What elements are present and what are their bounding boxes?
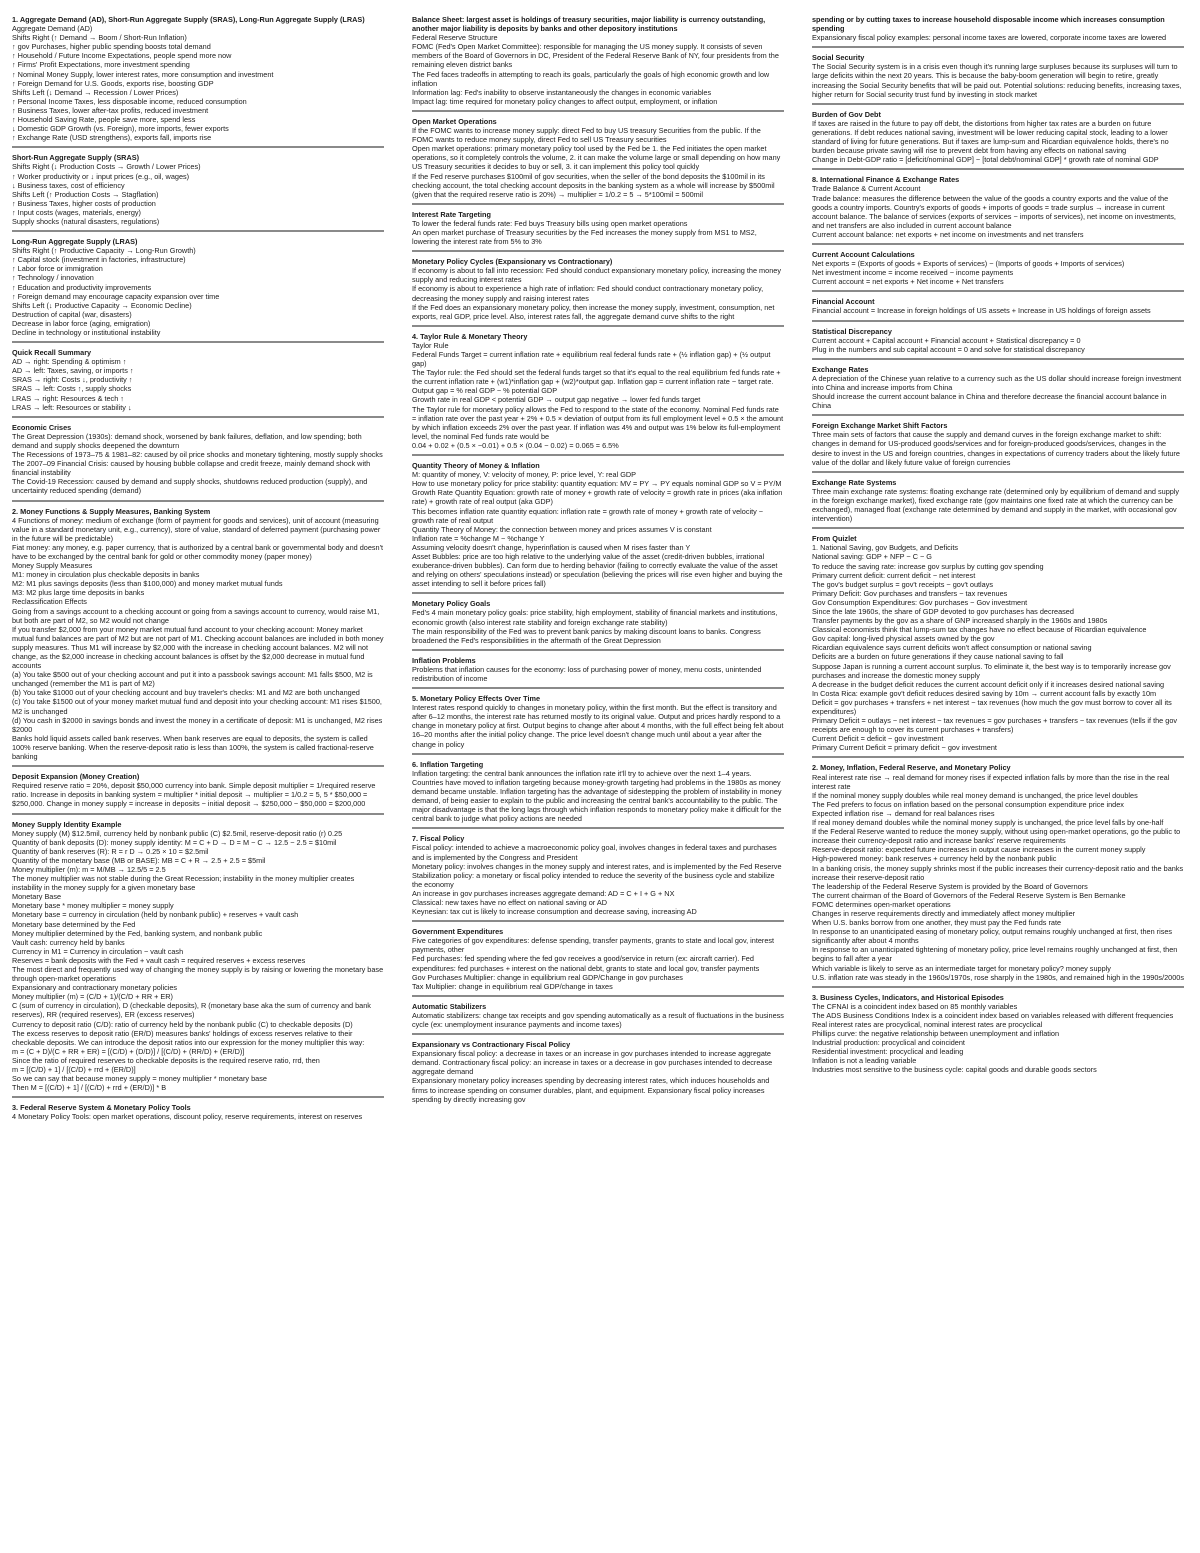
note-line: If real money demand doubles while the nominal money supply is unchanged, the price level falls by one-half bbox=[812, 818, 1164, 828]
note-line: ↑ gov Purchases, higher public spending boosts total demand bbox=[12, 42, 211, 52]
note-section bbox=[812, 365, 1184, 416]
section-heading: 3. Federal Reserve System & Monetary Policy Tools bbox=[12, 1103, 191, 1113]
section-heading: Social Security bbox=[812, 53, 865, 63]
note-line: If taxes are raised in the future to pay off debt, the distortions from higher tax rates are a burden on future generations. If debt reduces national saving, investment will be lower reducing capital stock, leading to a lower standard of living for future generations. But if taxes are lump-sum and Ricardian equivalence holds, there's no burden because private saving will rise to prevent debt from having any effects on national saving bbox=[812, 118, 1169, 156]
note-line: 1. National Saving, gov Budgets, and Deficits bbox=[812, 543, 959, 553]
note-line: Expansionary monetary policy increases spending by decreasing interest rates, which induces households and firms to increase spending on consumer durables, plant, and equipment. Expansionary fiscal policy increases spending by directly increasing gov bbox=[412, 1076, 770, 1104]
section-heading: 4. Taylor Rule & Monetary Theory bbox=[412, 331, 528, 341]
note-line: Currency in M1 = Currency in circulation − vault cash bbox=[12, 946, 184, 956]
note-line: Federal Funds Target = current inflation rate + equilibrium real federal funds rate + (½ inflation gap) + (½ output gap) bbox=[412, 350, 771, 369]
note-line: The main responsibility of the Fed was to prevent bank panics by making discount loans to banks. Congress broadened the Fed's responsibilities in the aftermath of the Great Depression bbox=[412, 626, 761, 645]
note-line: Interest rates respond quickly to changes in monetary policy, within the first month. But the effect is transitory and after 6–12 months, the interest rate has returned mostly to its original value. Output and prices hardly respond to a change in monetary policy at first. Output begins to change after about 4 months, with the full effect being felt about 16–20 months after the initial policy change. The price level doesn't change much until about a year after the change in policy bbox=[412, 703, 784, 749]
note-line: Destruction of capital (war, disasters) bbox=[12, 309, 132, 319]
note-line: The Fed faces tradeoffs in attempting to reach its goals, particularly the goals of high economic growth and low inflation bbox=[412, 69, 770, 88]
note-line: Gov capital: long-lived physical assets owned by the gov bbox=[812, 634, 995, 644]
note-line: Net exports = (Exports of goods + Exports of services) − (Imports of goods + Imports of services) bbox=[812, 259, 1125, 269]
note-line: Primary Deficit: Gov purchases and transfers − tax revenues bbox=[812, 588, 1008, 598]
section-heading: Automatic Stabilizers bbox=[412, 1001, 487, 1011]
note-section bbox=[12, 348, 384, 418]
note-line: LRAS → left: Resources or stability ↓ bbox=[12, 402, 132, 412]
note-line: Industries most sensitive to the business cycle: capital goods and durable goods sectors bbox=[812, 1065, 1097, 1075]
note-line: The excess reserves to deposit ratio (ER/D) measures banks' holdings of excess reserves relative to their checkable deposits. We can introduce the deposit ratios into our expression for the money multiplier this way: bbox=[12, 1028, 365, 1047]
note-line: Classical economists think that lump-sum tax changes have no effect because of Ricardian equivalence bbox=[812, 625, 1147, 635]
note-line: (c) You take $1500 out of your money market mutual fund and deposit into your checking account: M1 rises $1500, M2 is unchanged bbox=[12, 697, 382, 716]
section-heading: Quantity Theory of Money & Inflation bbox=[412, 461, 540, 471]
section-heading: 3. Business Cycles, Indicators, and Historical Episodes bbox=[812, 992, 1004, 1002]
note-line: m = (C + D)/(C + RR + ER) = [(C/D) + (D/D)] / [(C/D) + (RR/D) + (ER/D)] bbox=[12, 1046, 245, 1056]
section-heading: 8. International Finance & Exchange Rates bbox=[812, 175, 960, 185]
note-line: Current Deficit = deficit − gov investment bbox=[812, 734, 944, 744]
note-section bbox=[412, 834, 784, 922]
note-line: Expansionary fiscal policy examples: personal income taxes are lowered, corporate income taxes are lowered bbox=[812, 33, 1167, 43]
note-line: Quantity of bank reserves (R): R = r D → 0.25 × 10 = $2.5mil bbox=[12, 846, 209, 856]
note-line: Shifts Left (↑ Production Costs → Stagflation) bbox=[12, 189, 159, 199]
note-line: Asset Bubbles: price are too high relative to the underlying value of the asset (credit-driven bubbles, irrational exuberance-driven bubbles). Can form due to herding behavior (failing to correctly evaluate the value of the asset and relying on others' speculations instead) or speculation (believing the prices will rise even higher and buying the asset intending to sell it before prices fall) bbox=[412, 551, 783, 589]
note-line: The Taylor rule: the Fed should set the federal funds target so that it's equal to the real equilibrium fed funds rate + the current inflation rate + (w1)*inflation gap + (w2)*output gap. Inflation gap = current inflation rate − target rate. Output gap = % real GDP − % potential GDP bbox=[412, 368, 781, 396]
note-section bbox=[412, 656, 784, 689]
note-line: Primary Deficit = outlays − net interest − tax revenues = gov purchases + transfers − tax revenues (tells if the gov receipts are enough to cover its current purchases + transfers) bbox=[812, 716, 1178, 735]
note-line: Money multiplier (m): m = M/MB → 12.5/5 = 2.5 bbox=[12, 864, 166, 874]
section-heading: Balance Sheet: largest asset is holdings of treasury securities, major liability is currency outstanding, another major liability is deposits by banks and other depository institutions bbox=[412, 15, 766, 34]
note-line: So we can say that because money supply = money multiplier * monetary base bbox=[12, 1074, 267, 1084]
note-line: Current account + Capital account + Financial account + Statistical discrepancy = 0 bbox=[812, 335, 1081, 345]
section-heading: 6. Inflation Targeting bbox=[412, 759, 484, 769]
note-section bbox=[812, 327, 1184, 360]
note-line: ↓ Domestic GDP Growth (vs. Foreign), more imports, fewer exports bbox=[12, 124, 229, 134]
note-line: Expected inflation rise → demand for real balances rises bbox=[812, 808, 995, 818]
note-line: Transfer payments by the gov as a share of GNP increased sharply in the 1960s and 1980s bbox=[812, 616, 1108, 626]
section-heading: spending or by cutting taxes to increase household disposable income which increases consumption spending bbox=[812, 15, 1165, 34]
note-line: If the FOMC wants to increase money supply: direct Fed to buy US treasury Securities from the public. If the FOMC wants to reduce money supply, direct Fed to sell US Treasury securities bbox=[412, 126, 761, 145]
note-section bbox=[812, 175, 1184, 245]
note-line: Deficit = gov purchases + transfers + net interest − tax revenues (how much the gov must borrow to cover all its expenditures) bbox=[812, 697, 1172, 716]
note-section bbox=[412, 332, 784, 456]
note-section bbox=[412, 599, 784, 650]
note-line: Financial account = Increase in foreign holdings of US assets + Increase in US holdings of foreign assets bbox=[812, 306, 1151, 316]
note-line: Shifts Right (↑ Productive Capacity → Long-Run Growth) bbox=[12, 246, 196, 256]
note-line: Fed's 4 main monetary policy goals: price stability, high employment, stability of financial markets and institutions, economic growth (also interest rate stability and foreign exchange rate stability) bbox=[412, 608, 778, 627]
note-line: ↑ Business Taxes, lower after-tax profits, reduced investment bbox=[12, 105, 209, 115]
note-line: The Covid-19 Recession: caused by demand and supply shocks, shutdowns reduced production (supply), and uncertainty reduced spending (demand) bbox=[12, 477, 368, 496]
note-line: Current account balance: net exports + net income on investments and net transfers bbox=[812, 229, 1084, 239]
note-line: An increase in gov purchases increases aggregate demand: AD = C + I + G + NX bbox=[412, 888, 675, 898]
section-heading: Interest Rate Targeting bbox=[412, 209, 491, 219]
note-section bbox=[812, 534, 1184, 758]
note-line: Three main sets of factors that cause the supply and demand curves in the foreign exchange market to shift: changes in demand for US-produced goods/services and for foreign-produced goods/services, changes in the desire to invest in the US and foreign countries, changes in expectations of currency traders about the likely future value of the dollar and likely future value of foreign currencies bbox=[812, 430, 1180, 467]
note-line: Supply shocks (natural disasters, regulations) bbox=[12, 216, 160, 226]
note-section bbox=[812, 53, 1184, 104]
note-line: To reduce the saving rate: increase gov surplus by cutting gov spending bbox=[812, 561, 1044, 571]
note-line: Stabilization policy: a monetary or fiscal policy intended to reduce the severity of the business cycle and stabilize the economy bbox=[412, 870, 775, 889]
note-line: In a banking crisis, the money supply shrinks most if the public increases their currency-deposit ratio and the banks increase their reserve-deposit ratio bbox=[812, 863, 1184, 882]
note-line: Inflation is not a leading variable bbox=[812, 1056, 917, 1066]
note-line: 4 Monetary Policy Tools: open market operations, discount policy, reserve requirements, interest on reserves bbox=[12, 1112, 363, 1122]
section-heading: Statistical Discrepancy bbox=[812, 326, 892, 336]
note-line: Inflation rate = %change M − %change Y bbox=[412, 533, 545, 543]
section-heading: Economic Crises bbox=[12, 422, 72, 432]
note-line: Growth rate in real GDP < potential GDP → output gap negative → lower fed funds target bbox=[412, 395, 701, 405]
note-line: Aggregate Demand (AD) bbox=[12, 24, 93, 34]
note-line: ↑ Household Saving Rate, people save more, spend less bbox=[12, 115, 196, 125]
note-line: Suppose Japan is running a current account surplus. To eliminate it, the best way is to temporarily increase gov purchases and increase the domestic money supply bbox=[812, 661, 1171, 680]
note-line: To lower the federal funds rate: Fed buys Treasury bills using open market operations bbox=[412, 218, 688, 228]
note-line: The gov's budget surplus = gov't receipts − gov't outlays bbox=[812, 579, 994, 589]
note-line: The Fed prefers to focus on inflation based on the personal consumption expenditure price index bbox=[812, 799, 1124, 809]
note-line: Keynesian: tax cut is likely to increase consumption and decrease saving, increasing AD bbox=[412, 907, 697, 917]
section-heading: 5. Monetary Policy Effects Over Time bbox=[412, 694, 541, 704]
note-line: The CFNAI is a coincident index based on 85 monthly variables bbox=[812, 1001, 1018, 1011]
note-line: Open market operations: primary monetary policy tool used by the Fed be 1. the Fed initiates the open market operations, so it completely controls the volume, 2. it can make the volume large or small depending on how many US Treasury securities it decides to buy or sell, 3. it can implement this policy tool quickly bbox=[412, 144, 781, 172]
note-line: If economy is about to experience a high rate of inflation: Fed should conduct contractionary monetary policy, decreasing the money supply and raising interest rates bbox=[412, 284, 764, 303]
note-line: Monetary base = currency in circulation (held by nonbank public) + reserves + vault cash bbox=[12, 910, 299, 920]
note-line: Fiscal policy: intended to achieve a macroeconomic policy goal, involves changes in federal taxes and purchases and is implemented by the Congress and President bbox=[412, 843, 777, 862]
note-section bbox=[812, 15, 1184, 48]
note-line: National saving: GDP + NFP − C − G bbox=[812, 552, 932, 562]
note-line: ↑ Input costs (wages, materials, energy) bbox=[12, 207, 141, 217]
section-heading: From Quizlet bbox=[812, 534, 857, 544]
section-heading: Deposit Expansion (Money Creation) bbox=[12, 772, 140, 782]
note-line: Money multiplier (m) = (C/D + 1)/(C/D + RR + ER) bbox=[12, 992, 173, 1002]
note-line: Real interest rates are procyclical, nominal interest rates are procyclical bbox=[812, 1020, 1043, 1029]
note-section bbox=[12, 153, 384, 232]
note-section bbox=[812, 421, 1184, 472]
note-line: ↑ Household / Future Income Expectations, people spend more now bbox=[12, 51, 232, 61]
note-line: Monetary policy: involves changes in the money supply and interest rates, and is implemented by the Fed Reserve bbox=[412, 861, 782, 871]
note-line: The current chairman of the Board of Governors of the Federal Reserve System is Ben Bernanke bbox=[812, 890, 1126, 900]
note-line: Plug in the numbers and sub capital account = 0 and solve for statistical discrepancy bbox=[812, 344, 1085, 354]
note-line: Five categories of gov expenditures: defense spending, transfer payments, grants to state and local gov, interest payments, other bbox=[412, 936, 775, 955]
note-line: Since the ratio of required reserves to checkable deposits is the required reserve ratio, rrd, then bbox=[12, 1055, 320, 1065]
note-section bbox=[12, 423, 384, 502]
note-line: The 2007–09 Financial Crisis: caused by housing bubble collapse and credit freeze, mainly demand shock with financial instability bbox=[12, 459, 371, 478]
note-section bbox=[412, 15, 784, 112]
note-line: ↑ Nominal Money Supply, lower interest rates, more consumption and investment bbox=[12, 69, 274, 79]
note-line: FOMC determines open-market operations bbox=[812, 899, 951, 909]
note-line: ↑ Education and productivity improvements bbox=[12, 282, 152, 292]
note-line: Primary current deficit: current deficit − net interest bbox=[812, 570, 976, 580]
note-line: Going from a savings account to a checking account or going from a savings account to currency, would raise M1, but both are part of M2, so M2 would not change bbox=[12, 606, 380, 625]
note-line: ↑ Labor force or immigration bbox=[12, 264, 103, 274]
note-line: Money multiplier determined by the Fed, banking system, and nonbank public bbox=[12, 928, 263, 938]
note-line: Expansionary and contractionary monetary policies bbox=[12, 983, 178, 993]
note-section bbox=[812, 297, 1184, 321]
note-line: FOMC (Fed's Open Market Committee): responsible for managing the US money supply. It consists of seven members of the Board of Governors in DC, President of the Federal Reserve Bank of NY, four presidents from the remaining eleven district banks bbox=[412, 42, 779, 70]
section-heading: 2. Money, Inflation, Federal Reserve, and Monetary Policy bbox=[812, 763, 1011, 773]
note-line: Real interest rate rise → real demand for money rises if expected inflation falls by more than the rise in the real interest rate bbox=[812, 772, 1170, 791]
note-line: ↑ Foreign demand may encourage capacity expansion over time bbox=[12, 291, 220, 301]
note-line: ↑ Foreign Demand for U.S. Goods, exports rise, boosting GDP bbox=[12, 78, 214, 88]
note-line: M3: M2 plus large time deposits in banks bbox=[12, 588, 145, 598]
note-line: SRAS → left: Costs ↑, supply shocks bbox=[12, 384, 132, 394]
note-line: Change in Debt-GDP ratio = [deficit/nominal GDP] − [total debt/nominal GDP] * growth rate of nominal GDP bbox=[812, 155, 1159, 165]
note-line: The Taylor rule for monetary policy allows the Fed to respond to the state of the economy. Nominal Fed funds rate = inflation rate over the past year + 2% + 0.5 × deviation of output from its full employment level + 0.5 × the amount by which inflation exceeds 2% over the past year. If inflation was 4% and output was 1% below its full-employment level, the nominal Fed funds rate would be bbox=[412, 404, 784, 441]
note-line: Quantity of bank deposits (D): money supply identity: M = C + D → D = M − C → 12.5 − 2.5 = $10mil bbox=[12, 837, 337, 847]
note-line: Reserve-deposit ratio: expected future increases in output cause increases in the current money supply bbox=[812, 845, 1146, 855]
note-line: An open market purchase of Treasury securities by the Fed increases the money supply from MS1 to MS2, lowering the interest rate from 5% to 3% bbox=[412, 227, 757, 247]
note-section bbox=[412, 1002, 784, 1035]
note-line: Decrease in labor force (aging, emigration) bbox=[12, 318, 151, 328]
note-line: Expansionary fiscal policy: a decrease in taxes or an increase in gov purchases intended to increase aggregate demand. Contractionary fiscal policy: an increase in taxes or a decrease in gov purchases intended to decrease aggregate demand bbox=[412, 1049, 773, 1077]
note-section bbox=[812, 993, 1184, 1079]
column-2 bbox=[412, 15, 784, 1545]
note-line: Currency to deposit ratio (C/D): ratio of currency held by the nonbank public (C) to checkable deposits (D) bbox=[12, 1019, 353, 1029]
note-line: Shifts Right (↓ Production Costs → Growth / Lower Prices) bbox=[12, 162, 201, 172]
note-line: Federal Reserve Structure bbox=[412, 33, 498, 43]
note-line: Money supply (M) $12.5mil, currency held by nonbank public (C) $2.5mil, reserve-deposit ratio (r) 0.25 bbox=[12, 828, 343, 838]
note-line: If the Fed does an expansionary monetary policy, then increase the money supply, investment, consumption, net exports, real GDP, price level. Also, interest rates fall, the aggregate demand curve shifts to the right bbox=[412, 302, 775, 321]
note-line: Required reserve ratio = 20%, deposit $50,000 currency into bank. Simple deposit multiplier = 1/required reserve ratio. Increase in deposits in banking system = multiplier * initial deposit → multiplier = 1/0.2 = 5, 5 * $50,000 = $250,000. Change in money supply = increase in deposits − initial deposit → $250,000 − $50,000 = $200,000 bbox=[12, 781, 376, 809]
note-line: The Social Security system is in a crisis even though it's running large surpluses because its surpluses will turn to large deficits within the next 20 years. This is because the baby-boom generation will begin to retire, greatly increasing the Social Security benefits that will be paid out. Potential solutions: reducing benefits, increasing taxes, higher return for Social security trust fund by investing in stock market bbox=[812, 62, 1182, 99]
note-section bbox=[412, 210, 784, 252]
note-section bbox=[412, 927, 784, 997]
note-line: Three main exchange rate systems: floating exchange rate (determined only by equilibrium of demand and supply in the foreign exchange market), fixed exchange rate (gov maintains one fixed rate at which the currency can be exchanged), managed float (exchange rate determined by demand and supply in the market, with occasional gov intervention) bbox=[812, 486, 1180, 524]
section-heading: Monetary Policy Cycles (Expansionary vs Contractionary) bbox=[412, 257, 613, 267]
note-line: The money multiplier was not stable during the Great Recession; instability in the money multiplier creates instability in the money supply for a given monetary base bbox=[12, 874, 355, 893]
note-line: Should increase the current account balance in China and therefore decrease the financial account balance in China bbox=[812, 392, 1167, 411]
note-line: In response to an unanticipated easing of monetary policy, output remains roughly unchanged at first, then rises significantly after about 4 months bbox=[812, 927, 1173, 946]
section-heading: Burden of Gov Debt bbox=[812, 109, 881, 119]
note-line: Fiat money: any money, e.g. paper currency, that is authorized by a central bank or governmental body and doesn't have to be exchanged by the central bank for gold or other commodity money (paper money) bbox=[12, 542, 384, 561]
note-line: If the Federal Reserve wanted to reduce the money supply, without using open-market operations, go the public to increase their currency-deposit ratio and increase banks' reserve requirements bbox=[812, 827, 1181, 846]
note-line: Monetary base determined by the Fed bbox=[12, 919, 136, 929]
section-heading: 7. Fiscal Policy bbox=[412, 834, 465, 844]
note-line: Industrial production: procyclical and coincident bbox=[812, 1038, 965, 1048]
note-line: 0.04 + 0.02 + (0.5 × −0.01) + 0.5 × (0.04 − 0.02) = 0.065 = 6.5% bbox=[412, 440, 619, 450]
note-line: A decrease in the budget deficit reduces the current account deficit only if it increases desired national saving bbox=[812, 679, 1165, 689]
note-line: M: quantity of money, V: velocity of money, P: price level, Y: real GDP bbox=[412, 470, 637, 480]
section-heading: Current Account Calculations bbox=[812, 249, 915, 259]
section-heading: Inflation Problems bbox=[412, 655, 476, 665]
note-line: ↑ Business Taxes, higher costs of production bbox=[12, 198, 156, 208]
note-line: (a) You take $500 out of your checking account and put it into a passbook savings account: M1 falls $500, M2 is unchanged (remember the M1 is part of M2) bbox=[12, 670, 373, 689]
note-line: Taylor Rule bbox=[412, 340, 449, 350]
note-line: Net investment income = income received − income payments bbox=[812, 268, 1014, 278]
note-line: Shifts Right (↑ Demand → Boom / Short-Run Inflation) bbox=[12, 33, 187, 43]
note-line: M2: M1 plus savings deposits (less than $100,000) and money market mutual funds bbox=[12, 579, 283, 589]
note-line: Trade balance: measures the difference between the value of the goods a country exports and the value of the goods a country imports. Country's exports of goods + imports of goods = trade surplus → increase in current account balance. The balance of services (exports of services − imports of services), net income on investments, and net transfers are also included in current account balance bbox=[812, 193, 1176, 230]
section-heading: Open Market Operations bbox=[412, 116, 497, 126]
note-line: If you transfer $2,000 from your money market mutual fund account to your checking account: Money market mutual fund balances are part of M2 but are not part of M1. Checking account balances are included in both money supply measures. Thus M1 will increase by $2,000 with the increase in checking account balances. M2 will not change, as the $2,000 increase in checking account balances is offset by the $2,000 decrease in mutual fund accounts bbox=[12, 624, 384, 671]
section-heading: 1. Aggregate Demand (AD), Short-Run Aggregate Supply (SRAS), Long-Run Aggregate Supply (LRAS) bbox=[12, 15, 365, 24]
section-heading: Expansionary vs Contractionary Fiscal Policy bbox=[412, 1040, 571, 1050]
note-line: A depreciation of the Chinese yuan relative to a currency such as the US dollar should increase foreign investment into China and increase imports from China bbox=[812, 373, 1182, 392]
note-line: In response to an unanticipated tightening of monetary policy, price level remains roughly unchanged at first, then begins to fall after a year bbox=[812, 945, 1178, 964]
note-section bbox=[812, 478, 1184, 529]
note-section bbox=[12, 820, 384, 1099]
note-line: Gov Consumption Expenditures: Gov purchases − Gov investment bbox=[812, 597, 1028, 607]
note-line: Then M = [(C/D) + 1] / [(C/D) + rrd + (ER/D)] * B bbox=[12, 1083, 167, 1093]
note-line: High-powered money: bank reserves + currency held by the nonbank public bbox=[812, 854, 1057, 864]
note-line: Trade Balance & Current Account bbox=[812, 184, 921, 194]
note-line: Gov Purchases Multiplier: change in equilibrium real GDP/Change in gov purchases bbox=[412, 972, 683, 982]
note-line: Fed purchases: fed spending where the fed gov receives a good/service in return (ex: aircraft carrier). Fed expenditures: fed purchases + interest on the national debt, grants to state and local gov, transfer payments bbox=[412, 954, 760, 973]
note-section bbox=[412, 760, 784, 830]
note-line: If the Fed reserve purchases $100mil of gov securities, when the seller of the bond deposits the $100mil in its checking account, the total checking account deposits in the banking system as a whole will increase by $500mil (given that the required reserve ratio is 20%) → multiplier = 1/0.2 = 5 → 5*100mil = 500mil bbox=[412, 171, 775, 199]
note-section bbox=[412, 257, 784, 327]
note-line: Reclassification Effects bbox=[12, 597, 87, 607]
note-line: Impact lag: time required for monetary policy changes to affect output, employment, or inflation bbox=[412, 96, 718, 106]
note-line: Monetary base * money multiplier = money supply bbox=[12, 901, 174, 911]
note-line: ↑ Personal Income Taxes, less disposable income, reduced consumption bbox=[12, 96, 247, 106]
note-line: The ADS Business Conditions Index is a coincident index based on variables released with different frequencies bbox=[812, 1010, 1174, 1020]
note-section bbox=[12, 1103, 384, 1125]
note-section bbox=[412, 694, 784, 755]
column-3 bbox=[812, 15, 1184, 1545]
note-line: The most direct and frequently used way of changing the money supply is by raising or lowering the monetary base through open-market operations bbox=[12, 965, 384, 984]
section-heading: 2. Money Functions & Supply Measures, Banking System bbox=[12, 506, 211, 516]
note-line: U.S. inflation rate was steady in the 1960s/1970s, rose sharply in the 1980s, and remained high in the 1990s/2000s bbox=[812, 972, 1184, 982]
note-line: Residential investment: procyclical and leading bbox=[812, 1047, 964, 1057]
note-line: ↑ Worker productivity or ↓ input prices (e.g., oil, wages) bbox=[12, 171, 190, 181]
note-line: Assuming velocity doesn't change, hyperinflation is caused when M rises faster than Y bbox=[412, 542, 691, 552]
note-line: Changes in reserve requirements directly and immediately affect money multiplier bbox=[812, 908, 1076, 918]
note-line: AD → left: Taxes, saving, or imports ↑ bbox=[12, 366, 134, 376]
note-line: Deficits are a burden on future generations if they cause national saving to fall bbox=[812, 652, 1064, 662]
note-line: Tax Multiplier: change in equilibrium real GDP/change in taxes bbox=[412, 981, 613, 991]
section-heading: Exchange Rate Systems bbox=[812, 477, 897, 487]
note-line: ↑ Technology / innovation bbox=[12, 273, 94, 283]
note-section bbox=[812, 763, 1184, 987]
note-line: Money Supply Measures bbox=[12, 561, 93, 571]
section-heading: Exchange Rates bbox=[812, 364, 869, 374]
note-line: m = [(C/D) + 1] / [(C/D) + rrd + (ER/D)] bbox=[12, 1065, 136, 1075]
note-line: Vault cash: currency held by banks bbox=[12, 937, 125, 947]
section-heading: Financial Account bbox=[812, 297, 875, 307]
note-line: Information lag: Fed's inability to observe instantaneously the changes in economic variables bbox=[412, 87, 712, 97]
note-line: AD → right: Spending & optimism ↑ bbox=[12, 357, 127, 367]
note-line: Shifts Left (↓ Demand → Recession / Lower Prices) bbox=[12, 87, 179, 97]
column-1 bbox=[12, 15, 384, 1545]
note-line: Inflation targeting: the central bank announces the inflation rate it'll try to achieve over the next 1–4 years. Countries have moved to inflation targeting because money-growth targeting had problems in the 1980s as money demand became unstable. Inflation targeting has the advantage of sidestepping the problem of instability in money demand, of being easier to explain to the public and increasing the central bank's accountability to the public. The major disadvantage is that the long lags through which inflation responds to monetary policy make it difficult for the central bank to judge what policy actions are needed bbox=[412, 768, 782, 824]
note-line: The Great Depression (1930s): demand shock, worsened by bank failures, deflation, and low spending; both demand and supply shocks deepened the downturn bbox=[12, 431, 362, 450]
note-line: SRAS → right: Costs ↓, productivity ↑ bbox=[12, 375, 133, 385]
note-section bbox=[12, 507, 384, 768]
note-line: Which variable is likely to serve as an intermediate target for monetary policy? money supply bbox=[812, 963, 1111, 973]
note-line: ↑ Firms' Profit Expectations, more investment spending bbox=[12, 60, 190, 70]
note-line: Monetary Base bbox=[12, 892, 62, 902]
note-line: This becomes inflation rate quantity equation: inflation rate = growth rate of money + growth rate of velocity − growth rate of real output bbox=[412, 506, 764, 525]
note-line: If the nominal money supply doubles while real money demand is unchanged, the price level doubles bbox=[812, 790, 1138, 800]
section-heading: Quick Recall Summary bbox=[12, 348, 92, 358]
note-line: ↑ Exchange Rate (USD strengthens), exports fall, imports rise bbox=[12, 133, 212, 143]
note-line: Classical: new taxes have no effect on national saving or AD bbox=[412, 897, 607, 907]
note-section bbox=[412, 117, 784, 205]
note-section bbox=[12, 237, 384, 343]
note-section bbox=[812, 110, 1184, 171]
note-line: Quantity Theory of Money: the connection between money and prices assumes V is constant bbox=[412, 524, 712, 534]
note-line: M1: money in circulation plus checkable deposits in banks bbox=[12, 570, 200, 580]
section-heading: Foreign Exchange Market Shift Factors bbox=[812, 421, 948, 431]
note-line: Primary Current Deficit = primary deficit − gov investment bbox=[812, 743, 997, 753]
section-heading: Government Expenditures bbox=[412, 927, 504, 937]
note-line: Current account = net exports + Net income + Net transfers bbox=[812, 277, 1004, 287]
note-line: (b) You take $1000 out of your checking account and buy traveler's checks: M1 and M2 are both unchanged bbox=[12, 688, 360, 698]
section-heading: Monetary Policy Goals bbox=[412, 599, 491, 609]
section-heading: Long-Run Aggregate Supply (LRAS) bbox=[12, 237, 138, 247]
note-section bbox=[412, 1040, 784, 1108]
section-heading: Money Supply Identity Example bbox=[12, 819, 122, 829]
note-line: How to use monetary policy for price stability: quantity equation: MV = PY → PY equals nominal GDP so V = PY/M bbox=[412, 479, 782, 489]
note-line: The Recessions of 1973–75 & 1981–82: caused by oil price shocks and monetary tightening, mostly supply shocks bbox=[12, 450, 383, 460]
note-line: Shifts Left (↓ Productive Capacity → Economic Decline) bbox=[12, 300, 192, 310]
note-section bbox=[12, 772, 384, 814]
note-line: Growth Rate Quantity Equation: growth rate of money + growth rate of velocity = growth rate in prices (aka inflation rate) + growth rate of real output (aka GDP) bbox=[412, 488, 783, 507]
note-line: C (sum of currency in circulation), D (checkable deposits), R (monetary base aka the sum of currency and bank reserves), RR (required reserves), ER (excess reserves) bbox=[12, 1001, 371, 1020]
note-line: Decline in technology or institutional instability bbox=[12, 328, 161, 337]
note-line: 4 Functions of money: medium of exchange (form of payment for goods and services), unit of account (measuring value in a standard monetary unit, e.g., currency), store of value, standard of deferred payment (purchasing power in the future will be predictable) bbox=[12, 515, 381, 543]
note-line: Since the late 1960s, the share of GDP devoted to gov purchases has decreased bbox=[812, 606, 1074, 616]
note-line: The leadership of the Federal Reserve System is provided by the Board of Governors bbox=[812, 881, 1088, 891]
note-line: Ricardian equivalence says current deficits won't affect consumption or national saving bbox=[812, 643, 1092, 653]
note-line: When U.S. banks borrow from one another, they must pay the Fed funds rate bbox=[812, 918, 1062, 928]
note-line: Problems that inflation causes for the economy: loss of purchasing power of money, menu costs, unintended redistribution of income bbox=[412, 664, 762, 683]
note-section bbox=[812, 250, 1184, 292]
note-line: ↓ Business taxes, cost of efficiency bbox=[12, 180, 125, 190]
note-line: Phillips curve: the negative relationship between unemployment and inflation bbox=[812, 1029, 1060, 1039]
note-line: ↑ Capital stock (investment in factories, infrastructure) bbox=[12, 255, 186, 265]
note-line: Automatic stabilizers: change tax receipts and gov spending automatically as a result of fluctuations in the business cycle (ex: unemployment insurance payments and income taxes) bbox=[412, 1010, 784, 1029]
note-line: If economy is about to fall into recession: Fed should conduct expansionary monetary policy, increasing the money supply and reducing interest rates bbox=[412, 266, 781, 285]
note-line: In Costa Rica: example gov't deficit reduces desired saving by 10m → current account falls by exactly 10m bbox=[812, 688, 1157, 698]
section-heading: Short-Run Aggregate Supply (SRAS) bbox=[12, 153, 140, 163]
note-section bbox=[412, 461, 784, 594]
note-section bbox=[12, 15, 384, 148]
note-line: Quantity of the monetary base (MB or BASE): MB = C + R → 2.5 + 2.5 = $5mil bbox=[12, 855, 266, 865]
note-line: LRAS → right: Resources & tech ↑ bbox=[12, 393, 124, 403]
note-line: Banks hold liquid assets called bank reserves. When bank reserves are equal to deposits, the system is called 100% reserve banking. When the reserve-deposit ratio is less than 100%, the system is called fractional-reserve banking bbox=[12, 733, 374, 762]
note-line: (d) You cash in $2000 in savings bonds and invest the money in a certificate of deposit: M1 is unchanged, M2 rises $2000 bbox=[12, 715, 383, 734]
note-line: Reserves = bank deposits with the Fed + vault cash = required reserves + excess reserves bbox=[12, 955, 306, 965]
